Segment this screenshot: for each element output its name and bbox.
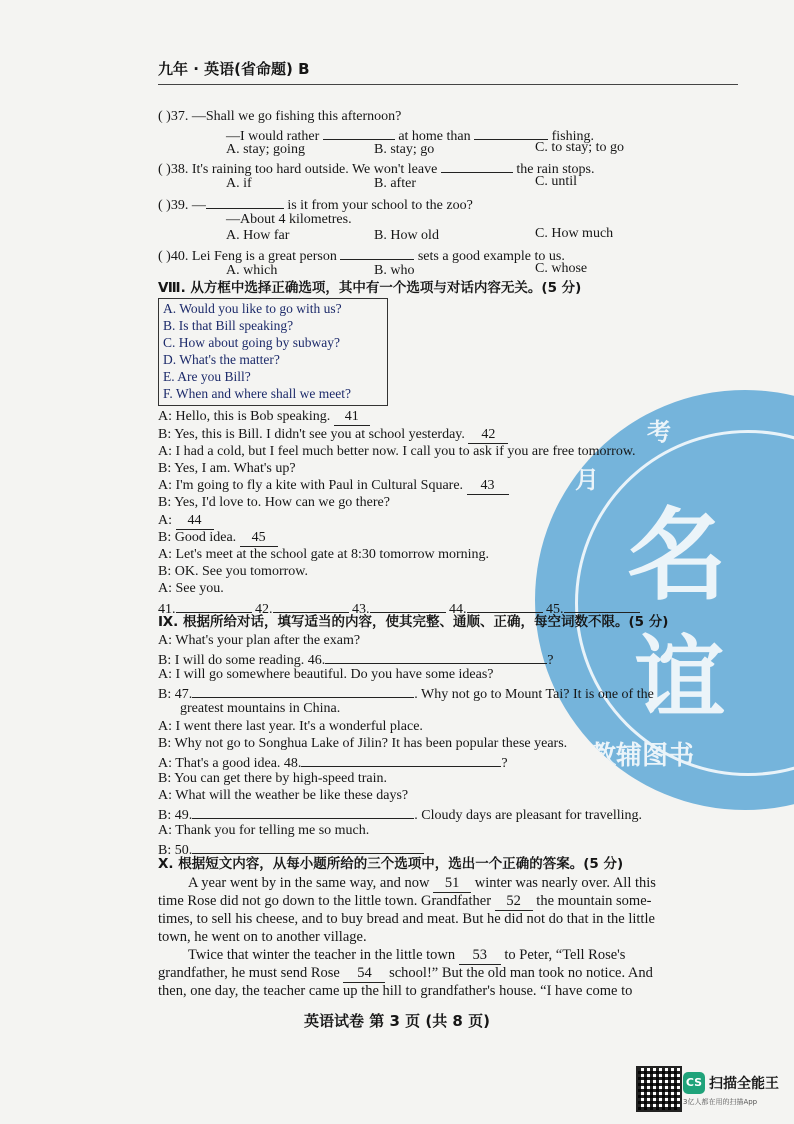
camscanner-logo-icon: CS <box>683 1072 705 1094</box>
stamp-char-4: 谊 <box>635 626 725 731</box>
scanner-app-tagline: 3亿人都在用的扫描App <box>683 1098 758 1106</box>
dialog1-line-1: A: Hello, this is Bob speaking. 41 <box>158 408 370 426</box>
q37-stem: ( )37. —Shall we go fishing this afternoon? <box>158 109 402 124</box>
dialog1-line-4: B: Yes, I am. What's up? <box>158 461 296 476</box>
dialog2-line-10: A: What will the weather be like these days? <box>158 788 409 803</box>
q38-option-a: A. if <box>226 176 252 191</box>
section-9-title: Ⅸ. 根据所给对话，填写适当的内容，使其完整、通顺、正确，每空词数不限。(5 分) <box>158 614 669 630</box>
passage-line-3: times, to sell his cheese, and to buy bread and meat. But he did not do that in the little <box>158 911 655 927</box>
page-footer: 英语试卷 第 3 页 (共 8 页) <box>304 1012 490 1030</box>
q38-option-b: B. after <box>374 176 416 191</box>
dialog1-line-10: B: OK. See you tomorrow. <box>158 564 308 579</box>
dialog2-line-5: greatest mountains in China. <box>180 701 341 716</box>
q37-option-b: B. stay; go <box>374 142 435 157</box>
box-option-e: E. Are you Bill? <box>163 369 251 384</box>
options-box <box>158 298 388 406</box>
dialog2-line-13: B: 50. <box>158 839 424 859</box>
passage-line-2: time Rose did not go down to the little town. Grandfather 52 the mountain some- <box>158 893 652 909</box>
passage-line-5: Twice that winter the teacher in the little town 53 to Peter, “Tell Rose's <box>188 947 626 963</box>
dialog2-line-9: B: You can get there by high-speed train. <box>158 771 388 786</box>
dialog1-line-6: B: Yes, I'd love to. How can we go there? <box>158 495 390 510</box>
dialog2-line-8: A: That's a good idea. 48. ? <box>158 752 508 772</box>
passage-line-7: then, one day, the teacher came up the hill to grandfather's house. “I have come to <box>158 983 633 999</box>
q40-option-a: A. which <box>226 263 278 278</box>
q37-option-a: A. stay; going <box>226 142 305 157</box>
dialog2-line-2: B: I will do some reading. 46. ? <box>158 649 553 669</box>
passage-line-6: grandfather, he must send Rose 54 school!” But the old man took no notice. And <box>158 965 653 981</box>
q37-option-c: C. to stay; to go <box>535 140 625 155</box>
q40-stem: ( )40. Lei Feng is a great person sets a good example to us. <box>158 245 565 265</box>
box-option-f: F. When and where shall we meet? <box>163 386 351 401</box>
q39-option-b: B. How old <box>374 228 439 243</box>
q38-stem: ( )38. It's raining too hard outside. We won't leave the rain stops. <box>158 158 594 178</box>
dialog1-line-11: A: See you. <box>158 581 224 596</box>
answer-blanks-41-45: 41. 42. 43. 44. 45. <box>158 598 640 618</box>
dialog2-line-12: A: Thank you for telling me so much. <box>158 823 370 838</box>
box-option-b: B. Is that Bill speaking? <box>163 318 294 333</box>
dialog1-line-2: B: Yes, this is Bill. I didn't see you at school yesterday. 42 <box>158 426 508 444</box>
stamp-char-2: 考 <box>647 418 671 446</box>
box-option-a: A. Would you like to go with us? <box>163 301 342 316</box>
qr-code-icon <box>636 1066 682 1112</box>
dialog1-line-3: A: I had a cold, but I feel much better now. I call you to ask if you are free tomorrow. <box>158 444 636 459</box>
q40-option-c: C. whose <box>535 261 588 276</box>
passage-line-1: A year went by in the same way, and now 51 winter was nearly over. All this <box>188 875 656 891</box>
box-option-d: D. What's the matter? <box>163 352 280 367</box>
header-rule <box>158 84 738 85</box>
q39-line2: —About 4 kilometres. <box>226 212 352 227</box>
dialog1-line-9: A: Let's meet at the school gate at 8:30 tomorrow morning. <box>158 547 490 562</box>
scanner-app-name: 扫描全能王 <box>709 1076 779 1092</box>
passage-line-4: town, he went on to another village. <box>158 929 367 945</box>
q38-option-c: C. until <box>535 174 578 189</box>
q37-line2: —I would rather at home than fishing. <box>226 125 594 145</box>
dialog1-line-8: B: Good idea. 45 <box>158 529 278 547</box>
dialog1-line-5: A: I'm going to fly a kite with Paul in Cultural Square. 43 <box>158 477 509 495</box>
q39-stem: ( )39. — is it from your school to the zoo? <box>158 194 473 214</box>
stamp-char-3: 名 <box>627 497 727 614</box>
dialog2-line-4: B: 47. . Why not go to Mount Tai? It is one of the <box>158 683 654 703</box>
section-10-title: Ⅹ. 根据短文内容，从每小题所给的三个选项中，选出一个正确的答案。(5 分) <box>158 856 624 872</box>
q39-option-c: C. How much <box>535 226 614 241</box>
dialog2-line-1: A: What's your plan after the exam? <box>158 633 361 648</box>
dialog2-line-3: A: I will go somewhere beautiful. Do you have some ideas? <box>158 667 494 682</box>
box-option-c: C. How about going by subway? <box>163 335 340 350</box>
q40-option-b: B. who <box>374 263 415 278</box>
page-header: 九年 · 英语(省命题) B <box>158 60 310 78</box>
section-8-title: Ⅷ. 从方框中选择正确选项，其中有一个选项与对话内容无关。(5 分) <box>158 280 582 296</box>
dialog2-line-6: A: I went there last year. It's a wonderful place. <box>158 719 423 734</box>
stamp-bottom-text: 教辅图书 <box>590 741 695 771</box>
q39-option-a: A. How far <box>226 228 290 243</box>
dialog2-line-11: B: 49. . Cloudy days are pleasant for travelling. <box>158 804 642 824</box>
stamp-char-1: 月 <box>575 466 599 494</box>
dialog1-line-7: A: 44 <box>158 512 214 530</box>
dialog2-line-7: B: Why not go to Songhua Lake of Jilin? It has been popular these years. <box>158 736 568 751</box>
